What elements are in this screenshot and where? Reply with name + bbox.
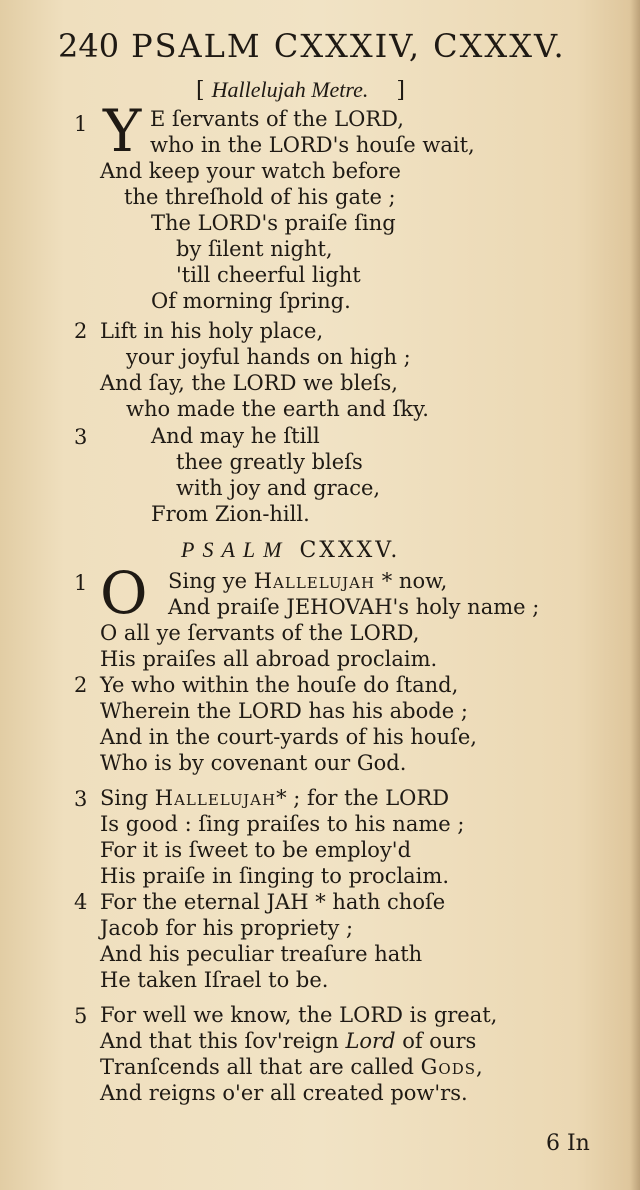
verse-line: who made the earth and ſky. [126, 397, 429, 421]
verse-number: 3 [74, 787, 88, 811]
verse-line: And his peculiar treaſure hath [100, 942, 423, 966]
verse-line: For it is ſweet to be employ'd [100, 838, 412, 862]
open-bracket: [ [196, 78, 205, 103]
verse-line [168, 568, 447, 594]
metre-name: Hallelujah Metre. [211, 77, 369, 102]
psalm-number: CXXXV. [299, 538, 401, 563]
verse-line: with joy and grace, [176, 476, 381, 500]
verse-line: Ye who within the houſe do ſtand, [100, 673, 459, 697]
verse-line: And keep your watch before [100, 159, 401, 183]
verse-line: The LORD's praiſe ſing [151, 211, 396, 235]
verse-line: And may he ſtill [151, 424, 320, 448]
metre-subtitle [196, 76, 405, 105]
verse-line: Of morning ſpring. [151, 289, 351, 313]
verse-line: O all ye ſervants of the LORD, [100, 621, 420, 645]
line-text: , [476, 1055, 483, 1079]
line-text: * ; for the LORD [276, 786, 450, 810]
header-title: PSALM CXXXIV, CXXXV. [131, 27, 566, 65]
close-bracket: ] [396, 78, 405, 103]
line-text: Tranſcends all that are called [100, 1055, 414, 1079]
verse-line: For well we know, the LORD is great, [100, 1003, 498, 1027]
verse-line: And praiſe JEHOVAH's holy name ; [168, 595, 540, 619]
hallelujah-word: Hallelujah [154, 786, 277, 810]
verse-number: 2 [74, 319, 88, 343]
line-text: Sing ye [168, 569, 248, 593]
verse-line: And in the court-yards of his houſe, [100, 725, 477, 749]
verse-line: His praiſes all abroad proclaim. [100, 647, 438, 671]
verse-line [100, 1054, 483, 1080]
line-text: And that this ſov'reign [100, 1029, 339, 1053]
verse-line: He taken Iſrael to be. [100, 968, 329, 992]
verse-line [100, 1028, 476, 1054]
line-text: of ours [402, 1029, 477, 1053]
page-edge-shadow [630, 0, 640, 1190]
verse-line: Wherein the LORD has his abode ; [100, 699, 468, 723]
running-header [58, 28, 566, 64]
verse-line: For the eternal JAH * hath choſe [100, 890, 446, 914]
verse-line: Lift in his holy place, [100, 319, 324, 343]
verse-line [100, 785, 449, 811]
line-text: * now, [381, 569, 448, 593]
verse-number: 2 [74, 673, 88, 697]
verse-line: your joyful hands on high ; [126, 345, 411, 369]
psalm-heading [181, 536, 400, 565]
verse-line: 'till cheerful light [176, 263, 361, 287]
catchword: 6 In [546, 1131, 590, 1156]
verse-line: And reigns o'er all created pow'rs. [100, 1081, 468, 1105]
drop-cap: O [100, 559, 148, 627]
verse-line: by ſilent night, [176, 237, 333, 261]
verse-line: Jacob for his propriety ; [100, 916, 354, 940]
verse-line: Is good : ſing praiſes to his name ; [100, 812, 465, 836]
italic-word: Lord [345, 1029, 396, 1053]
verse-line: thee greatly bleſs [176, 450, 363, 474]
verse-number: 5 [74, 1004, 88, 1028]
verse-number: 3 [74, 425, 88, 449]
psalm-word: PSALM [181, 537, 290, 562]
verse-number: 4 [74, 890, 88, 914]
drop-cap: Y [103, 97, 142, 165]
verse-line: E ſervants of the LORD, [150, 107, 404, 131]
page-number: 240 [58, 27, 120, 65]
verse-line: Who is by covenant our God. [100, 751, 407, 775]
verse-line: And ſay, the LORD we bleſs, [100, 371, 398, 395]
verse-number: 1 [74, 571, 88, 595]
hallelujah-word: Hallelujah [253, 569, 376, 593]
gods-word: Gods [420, 1055, 477, 1079]
verse-number: 1 [74, 112, 88, 136]
line-text: Sing [100, 786, 149, 810]
verse-line: From Zion-hill. [151, 502, 310, 526]
verse-line: His praiſe in ſinging to proclaim. [100, 864, 449, 888]
verse-line: the threſhold of his gate ; [124, 185, 396, 209]
verse-line: who in the LORD's houſe wait, [150, 133, 475, 157]
